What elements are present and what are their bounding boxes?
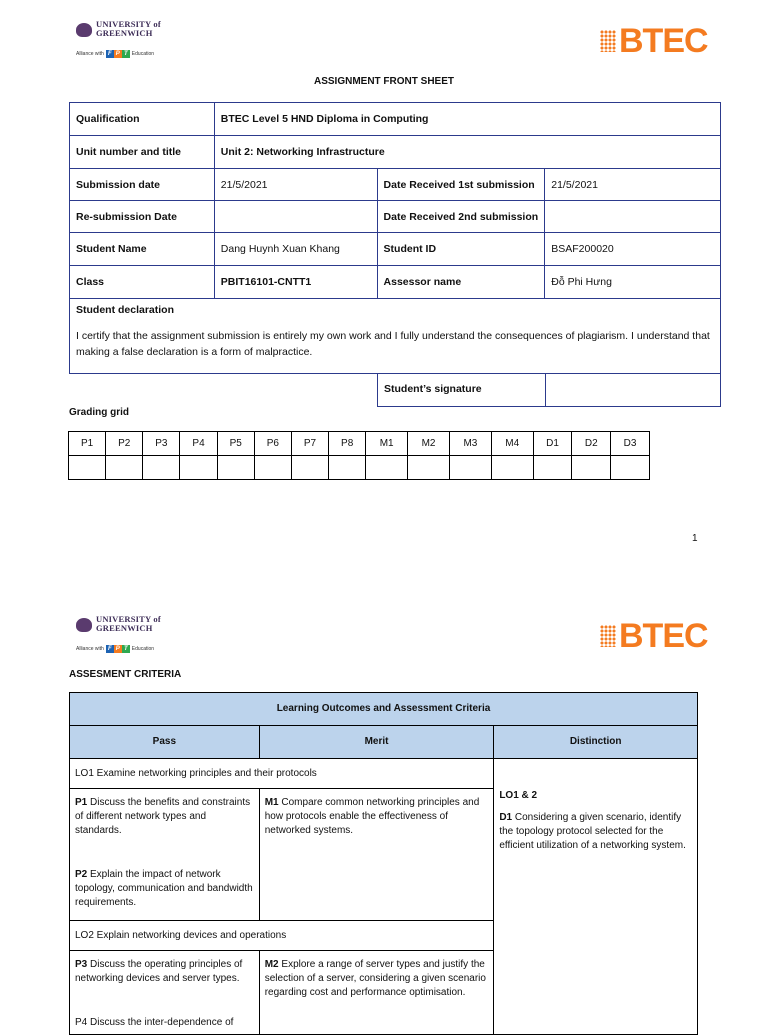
d1-item <box>499 811 692 853</box>
grading-header-p1: P1 <box>69 432 106 456</box>
lo2-code: LO2 <box>75 929 94 941</box>
grading-header-p2: P2 <box>106 432 143 456</box>
crest-icon <box>76 23 92 37</box>
date-received-2-label: Date Received 2nd submission <box>377 201 545 233</box>
grading-cell-p2[interactable] <box>106 456 143 480</box>
p3-text: Discuss the operating principles of networking devices and server types. <box>75 959 243 984</box>
grading-header-m2: M2 <box>408 432 450 456</box>
grading-cell-p5[interactable] <box>217 456 254 480</box>
alliance-suffix: Education <box>131 646 155 652</box>
criteria-title: ASSESMENT CRITERIA <box>69 669 182 680</box>
lo1-code: LO1 <box>75 767 94 779</box>
col-merit: Merit <box>259 726 494 759</box>
grading-header-m3: M3 <box>449 432 491 456</box>
grading-header-m4: M4 <box>491 432 533 456</box>
col-distinction: Distinction <box>494 726 698 759</box>
merit-cell-lo1 <box>259 789 494 921</box>
lo1-text: Examine networking principles and their protocols <box>93 767 317 779</box>
pass-cell-lo2 <box>70 951 260 1035</box>
grading-cell-d2[interactable] <box>572 456 611 480</box>
front-sheet-title: ASSIGNMENT FRONT SHEET <box>313 76 454 87</box>
btec-logo-2 <box>600 619 708 653</box>
grading-cell-m1[interactable] <box>366 456 408 480</box>
fpt-logo <box>106 645 130 653</box>
p1-item <box>75 796 254 838</box>
alliance-prefix: Alliance with <box>76 51 104 57</box>
alliance-prefix: Alliance with <box>76 646 104 652</box>
signature-table <box>377 373 721 407</box>
d1-text: Considering a given scenario, identify the topology protocol selected for the efficient utilization of a networking system. <box>499 812 686 851</box>
p1-text: Discuss the benefits and constraints of different network types and standards. <box>75 797 251 836</box>
pass-cell-lo1 <box>70 789 260 921</box>
fpt-letter-p: P <box>115 646 120 652</box>
student-id-value: BSAF200020 <box>545 233 721 266</box>
m1-text: Compare common networking principles and how protocols enable the effectiveness of networked systems. <box>264 797 480 836</box>
p2-code: P2 <box>75 869 88 880</box>
alliance-line-2 <box>76 645 154 653</box>
grading-title: Grading grid <box>69 407 129 418</box>
resubmission-label: Re-submission Date <box>70 201 215 233</box>
col-pass: Pass <box>70 726 260 759</box>
page-number: 1 <box>692 533 698 544</box>
criteria-table-title: Learning Outcomes and Assessment Criteria <box>70 693 698 726</box>
m2-code: M2 <box>264 959 279 970</box>
lo2-text: Explain networking devices and operations <box>93 929 287 941</box>
university-logo-2 <box>76 615 161 633</box>
lo2-row <box>70 921 494 951</box>
qualification-value: BTEC Level 5 HND Diploma in Computing <box>214 103 720 136</box>
unit-label: Unit number and title <box>70 136 215 169</box>
grading-cell-p1[interactable] <box>69 456 106 480</box>
front-sheet-table <box>69 102 721 374</box>
university-line2: GREENWICH <box>96 28 153 38</box>
university-line2: GREENWICH <box>96 623 153 633</box>
btec-wordmark: BTEC <box>619 617 708 655</box>
fpt-letter-t: T <box>122 645 130 653</box>
fpt-letter-f: F <box>106 50 114 58</box>
m1-code: M1 <box>264 797 279 808</box>
declaration-cell <box>70 299 721 374</box>
student-name-value: Dang Huynh Xuan Khang <box>214 233 377 266</box>
crest-icon <box>76 618 92 632</box>
grading-header-p6: P6 <box>254 432 291 456</box>
date-received-2-value <box>545 201 721 233</box>
grading-cell-p4[interactable] <box>180 456 217 480</box>
p2-item <box>75 868 254 910</box>
p2-text: Explain the impact of network topology, communication and bandwidth requirements. <box>75 869 253 908</box>
alliance-suffix: Education <box>131 51 155 57</box>
grading-header-d3: D3 <box>611 432 650 456</box>
class-label: Class <box>70 266 215 299</box>
btec-dots-icon <box>600 625 616 647</box>
signature-label: Student’s signature <box>378 373 546 406</box>
grading-cell-d3[interactable] <box>611 456 650 480</box>
grading-cell-m3[interactable] <box>449 456 491 480</box>
fpt-letter-t: T <box>122 50 130 58</box>
fpt-letter-p: P <box>115 51 120 57</box>
alliance-line <box>76 50 154 58</box>
date-received-1-label: Date Received 1st submission <box>377 169 545 201</box>
distinction-heading: LO1 & 2 <box>499 790 538 801</box>
btec-logo <box>600 24 708 58</box>
resubmission-value <box>214 201 377 233</box>
grading-header-p5: P5 <box>217 432 254 456</box>
university-logo <box>76 20 161 38</box>
grading-cell-p6[interactable] <box>254 456 291 480</box>
criteria-table <box>69 692 698 1035</box>
grading-cell-m2[interactable] <box>408 456 450 480</box>
grading-cell-m4[interactable] <box>491 456 533 480</box>
grading-header-p8: P8 <box>329 432 366 456</box>
assessor-label: Assessor name <box>377 266 545 299</box>
grading-grid <box>68 431 650 480</box>
m1-item <box>265 796 489 838</box>
submission-date-value: 21/5/2021 <box>214 169 377 201</box>
grading-cell-p7[interactable] <box>291 456 328 480</box>
btec-dots-icon <box>600 30 616 52</box>
fpt-letter-f: F <box>106 645 114 653</box>
signature-value[interactable] <box>545 373 720 406</box>
university-line1: UNIVERSITY of <box>96 19 161 29</box>
grading-header-d1: D1 <box>533 432 572 456</box>
grading-header-d2: D2 <box>572 432 611 456</box>
student-id-label: Student ID <box>377 233 545 266</box>
declaration-title: Student declaration <box>76 304 175 316</box>
grading-cell-p8[interactable] <box>329 456 366 480</box>
student-name-label: Student Name <box>70 233 215 266</box>
grading-header-p3: P3 <box>143 432 180 456</box>
grading-cell-d1[interactable] <box>533 456 572 480</box>
btec-wordmark: BTEC <box>619 22 708 60</box>
submission-date-label: Submission date <box>70 169 215 201</box>
qualification-label: Qualification <box>70 103 215 136</box>
m2-text: Explore a range of server types and justify the selection of a server, considering a given scenario regarding cost and performance optimisation. <box>264 959 486 998</box>
p4-item-partial: P4 Discuss the inter-dependence of <box>75 1017 234 1028</box>
declaration-text: I certify that the assignment submission is entirely my own work and I fully understand the consequences of plagiarism. I understand that making a false declaration is a form of malpractice. <box>76 330 710 358</box>
date-received-1-value: 21/5/2021 <box>545 169 721 201</box>
university-line1: UNIVERSITY of <box>96 614 161 624</box>
fpt-logo <box>106 50 130 58</box>
m2-item <box>265 958 489 1000</box>
unit-value: Unit 2: Networking Infrastructure <box>214 136 720 169</box>
p1-code: P1 <box>75 797 88 808</box>
lo1-row <box>70 759 494 789</box>
distinction-cell <box>494 759 698 1035</box>
p3-code: P3 <box>75 959 88 970</box>
d1-code: D1 <box>499 812 513 823</box>
class-value: PBIT16101-CNTT1 <box>214 266 377 299</box>
assessor-value: Đỗ Phi Hưng <box>545 266 721 299</box>
grading-header-m1: M1 <box>366 432 408 456</box>
p3-item <box>75 958 254 986</box>
grading-cell-p3[interactable] <box>143 456 180 480</box>
merit-cell-lo2 <box>259 951 494 1035</box>
grading-header-p7: P7 <box>291 432 328 456</box>
grading-header-p4: P4 <box>180 432 217 456</box>
